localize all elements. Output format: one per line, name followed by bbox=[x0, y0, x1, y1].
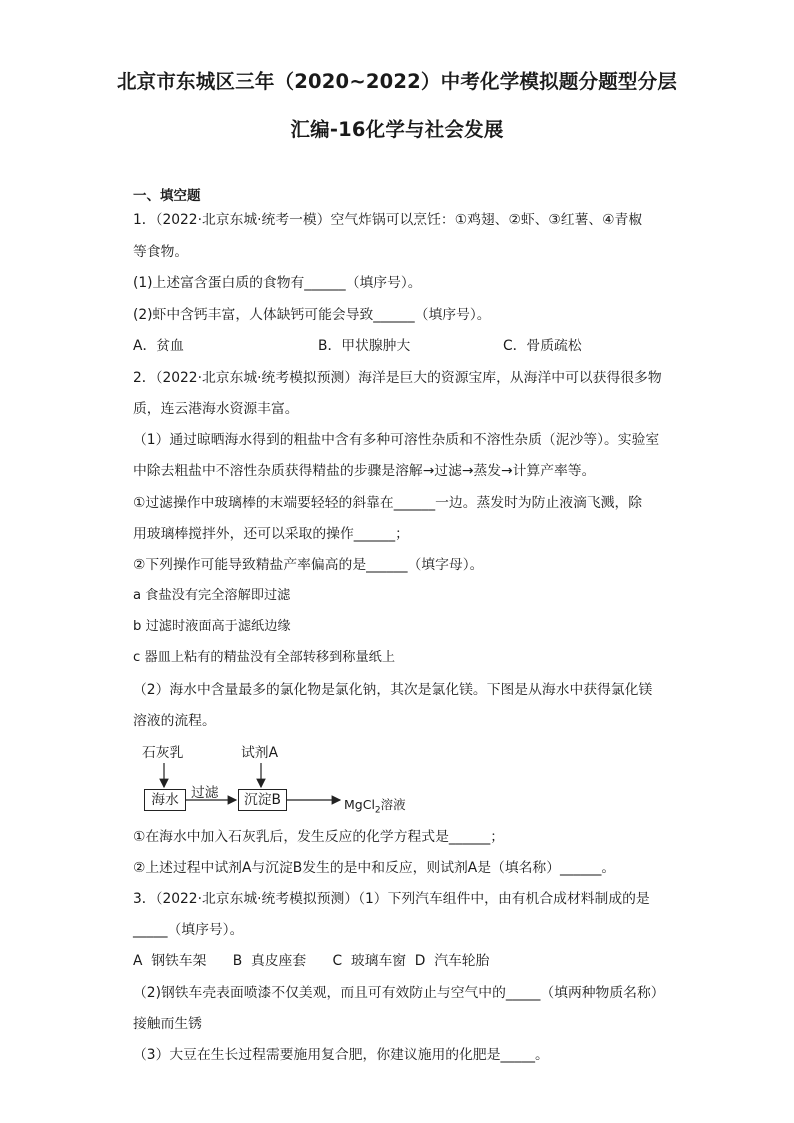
q2-option-c: c 器皿上粘有的精盐没有全部转移到称量纸上 bbox=[133, 650, 396, 665]
q2-stem-line-2: 质，连云港海水资源丰富。 bbox=[133, 401, 299, 417]
q2-sub2-item2: ②上述过程中试剂A与沉淀B发生的是中和反应，则试剂A是（填名称）______。 bbox=[133, 860, 616, 876]
q2-option-b: b 过滤时液面高于滤纸边缘 bbox=[133, 619, 291, 634]
q1-option-a: A．贫血 bbox=[133, 338, 184, 354]
q2-sub2-line-2: 溶液的流程。 bbox=[133, 713, 216, 729]
product-subscript: 2 bbox=[374, 805, 381, 816]
q3-part-2-line-1: （2)钢铁车壳表面喷漆不仅美观，而且可有效防止与空气中的_____（填两种物质名称） bbox=[133, 985, 665, 1001]
q3-stem-line-1: 3．（2022·北京东城·统考模拟预测）（1）下列汽车组件中，由有机合成材料制成的是 bbox=[133, 891, 650, 907]
q2-option-a: a 食盐没有完全溶解即过滤 bbox=[133, 588, 291, 603]
product-formula: MgCl bbox=[344, 797, 375, 812]
label-filter: 过滤 bbox=[191, 785, 219, 801]
q1-part-1: (1)上述富含蛋白质的食物有______（填序号）。 bbox=[133, 275, 422, 291]
q3-stem-line-2: _____（填序号）。 bbox=[133, 922, 244, 938]
section-heading: 一、填空题 bbox=[133, 188, 201, 204]
q3-part-3: （3）大豆在生长过程需要施用复合肥，你建议施用的化肥是_____。 bbox=[133, 1047, 549, 1063]
document-title-line-2: 汇编-16化学与社会发展 bbox=[290, 118, 504, 141]
box-precipitate-b: 沉淀B bbox=[238, 789, 287, 811]
q3-options: A 钢铁车架 B 真皮座套 C 玻璃车窗 D 汽车轮胎 bbox=[133, 953, 490, 969]
q1-stem-line-2: 等食物。 bbox=[133, 244, 189, 260]
q2-sub1-line-2: 中除去粗盐中不溶性杂质获得精盐的步骤是溶解→过滤→蒸发→计算产率等。 bbox=[133, 463, 596, 479]
q1-stem-line-1: 1．（2022·北京东城·统考一模）空气炸锅可以烹饪：①鸡翅、②虾、③红薯、④青椒 bbox=[133, 212, 643, 228]
q2-stem-line-1: 2．（2022·北京东城·统考模拟预测）海洋是巨大的资源宝库，从海洋中可以获得很多物 bbox=[133, 370, 662, 386]
document-title-line-1: 北京市东城区三年（2020~2022）中考化学模拟题分题型分层 bbox=[116, 70, 678, 93]
q1-option-c: C．骨质疏松 bbox=[503, 338, 582, 354]
q2-sub1-line-1: （1）通过晾晒海水得到的粗盐中含有多种可溶性杂质和不溶性杂质（泥沙等）。实验室 bbox=[133, 432, 660, 448]
q2-sub1-item1-line-1: ①过滤操作中玻璃棒的末端要轻轻的斜靠在______一边。蒸发时为防止液滴飞溅，除 bbox=[133, 495, 643, 511]
q3-part-2-line-2: 接触而生锈 bbox=[133, 1016, 202, 1032]
label-lime-milk: 石灰乳 bbox=[142, 745, 184, 761]
q2-sub2-item1: ①在海水中加入石灰乳后，发生反应的化学方程式是______； bbox=[133, 829, 505, 845]
q2-sub1-item1-line-2: 用玻璃棒搅拌外，还可以采取的操作______； bbox=[133, 526, 409, 542]
product-suffix: 溶液 bbox=[380, 797, 406, 812]
label-reagent-a: 试剂A bbox=[241, 745, 279, 761]
q1-option-b: B．甲状腺肿大 bbox=[318, 338, 411, 354]
q2-sub1-item2: ②下列操作可能导致精盐产率偏高的是______（填字母）。 bbox=[133, 557, 484, 573]
q2-sub2-line-1: （2）海水中含量最多的氯化物是氯化钠，其次是氯化镁。下图是从海水中获得氯化镁 bbox=[133, 682, 653, 698]
q1-part-2: (2)虾中含钙丰富，人体缺钙可能会导致______（填序号）。 bbox=[133, 307, 491, 323]
box-seawater: 海水 bbox=[144, 789, 186, 811]
